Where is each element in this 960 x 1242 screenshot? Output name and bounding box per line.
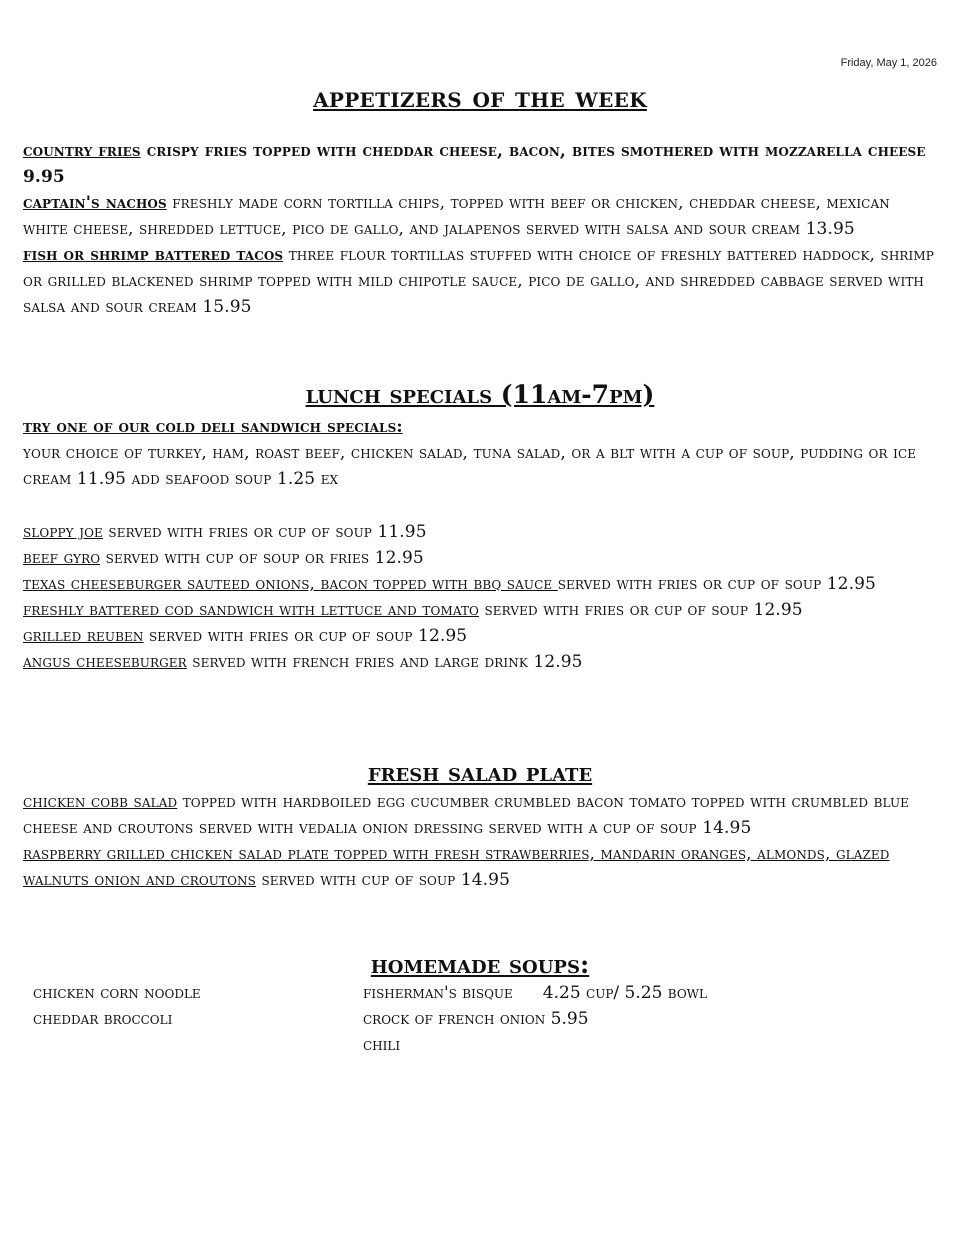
item-name: captain's nachos bbox=[23, 193, 167, 213]
soup-item: chili bbox=[363, 1035, 401, 1055]
item-description: served with fries or cup of soup 12.95 bbox=[143, 626, 468, 646]
soup-item: crock of french onion 5.95 bbox=[363, 1009, 589, 1029]
item-name: sloppy joe bbox=[23, 522, 103, 542]
menu-item bbox=[23, 138, 938, 190]
item-name: fish or shrimp battered tacos bbox=[23, 245, 284, 265]
date-stamp: Friday, May 1, 2026 bbox=[840, 57, 937, 69]
salad-heading: fresh salad plate bbox=[367, 758, 593, 787]
menu-item bbox=[23, 841, 938, 893]
item-name: beef gyro bbox=[23, 548, 101, 568]
deli-specials-heading: try one of our cold deli sandwich specials: bbox=[23, 417, 403, 437]
menu-item bbox=[23, 519, 938, 545]
salad-list bbox=[23, 789, 938, 893]
item-description: freshly made corn tortilla chips, topped with beef or chicken, cheddar cheese, mexican white cheese, shredded lettuce, pico de gallo, and jalapenos served with salsa and sour cream 13.95 bbox=[23, 193, 890, 239]
menu-item bbox=[23, 545, 938, 571]
item-name: angus cheeseburger bbox=[23, 652, 187, 672]
item-description: served with fries or cup of soup 12.95 bbox=[478, 600, 803, 620]
soup-item: cheddar broccoli bbox=[33, 1009, 173, 1029]
item-description: topped with hardboiled egg cucumber crumbled bacon tomato topped with crumbled blue cheese and croutons served with vedalia onion dressing served with a cup of soup 14.95 bbox=[23, 792, 910, 838]
appetizers-list bbox=[23, 138, 938, 320]
deli-specials-description: your choice of turkey, ham, roast beef, chicken salad, tuna salad, or a blt with a cup of soup, pudding or ice cream 11.95 add seafood soup 1.25 ex bbox=[23, 443, 917, 489]
soup-price: 4.25 cup/ 5.25 bowl bbox=[542, 983, 707, 1003]
menu-item bbox=[23, 242, 938, 320]
item-description: served with cup of soup or fries 12.95 bbox=[100, 548, 424, 568]
soups-heading: homemade soups: bbox=[370, 950, 590, 979]
appetizers-heading: appetizers of the week bbox=[313, 80, 647, 114]
soups-right-column bbox=[363, 980, 707, 1058]
menu-item bbox=[23, 571, 938, 597]
menu-item bbox=[23, 190, 938, 242]
item-name: grilled reuben bbox=[23, 626, 144, 646]
item-name: country fries bbox=[23, 141, 141, 161]
item-name: freshly battered cod sandwich with lettuce and tomato bbox=[23, 600, 479, 620]
lunch-items-list bbox=[23, 519, 938, 675]
item-description: three flour tortillas stuffed with choice of freshly battered haddock, shrimp or grilled blackened shrimp topped with mild chipotle sauce, pico de gallo, and shredded cabbage served with salsa and sour cream 15.95 bbox=[23, 245, 934, 317]
item-description: served with cup of soup 14.95 bbox=[255, 870, 511, 890]
item-description: served with french fries and large drink 12.95 bbox=[186, 652, 583, 672]
item-name: texas cheeseburger sauteed onions, bacon topped with bbq sauce bbox=[23, 574, 558, 594]
item-name: chicken cobb salad bbox=[23, 792, 178, 812]
item-name: raspberry grilled chicken salad plate topped with fresh strawberries, mandarin oranges, almonds, glazed walnuts onion and croutons bbox=[23, 844, 890, 890]
soups-left-column bbox=[33, 980, 201, 1032]
item-description: crispy fries topped with cheddar cheese, bacon, bites smothered with mozzarella cheese 9.95 bbox=[23, 141, 926, 187]
item-description: served with fries or cup of soup 11.95 bbox=[102, 522, 427, 542]
menu-item bbox=[23, 597, 938, 623]
menu-item bbox=[23, 623, 938, 649]
soup-name: fisherman's bisque bbox=[363, 983, 513, 1003]
menu-item bbox=[23, 649, 938, 675]
item-description: served with fries or cup of soup 12.95 bbox=[557, 574, 876, 594]
soup-item: chicken corn noodle bbox=[33, 983, 201, 1003]
soup-item bbox=[363, 980, 707, 1006]
lunch-specials-heading: lunch specials (11am-7pm) bbox=[305, 380, 655, 409]
menu-item bbox=[23, 789, 938, 841]
